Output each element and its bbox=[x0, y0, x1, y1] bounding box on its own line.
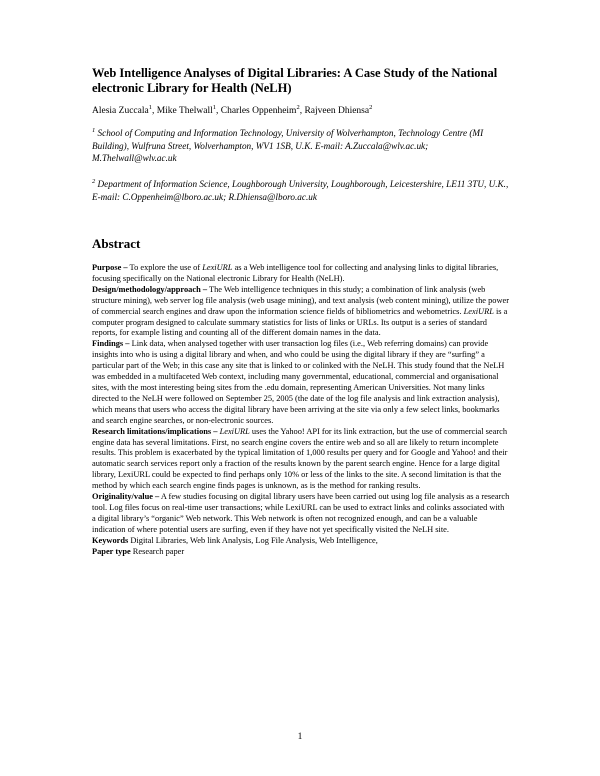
author-affiliation-marker: 2 bbox=[369, 103, 373, 111]
author-affiliation-marker: 1 bbox=[212, 103, 216, 111]
abstract-purpose bbox=[92, 263, 510, 285]
section-label: Originality/value – bbox=[92, 492, 160, 502]
section-label: Findings – bbox=[92, 339, 130, 349]
abstract-heading: Abstract bbox=[92, 236, 141, 251]
section-text: A few studies focusing on digital library users have been carried out using log file analysis as a research tool. Log files focus on real-time user transactions; while LexiURL can be used to extract links and colinks associated with a digital library’s “organic” Web network. This Web network is often not recognized enough, and can be a valuable indication of where potential users are surfing, even if they have not yet specifically visited the NeLH site. bbox=[92, 492, 510, 534]
abstract-keywords bbox=[92, 536, 510, 547]
affiliation-2 bbox=[92, 178, 512, 203]
section-text: Link data, when analysed together with user transaction log files (i.e., Web referring domains) can provide insights into who is using a digital library and when, and who could be using the digital library if they are “surfing” a particular part of the Web; in this case any site that is linked to or colinked with the NeLH. This study found that the NeLH was embedded in a multifaceted Web context, including many governmental, educational, commercial and organisational sites, with the most interesting being sites from the .edu domain, representing American Universities. Not many links directed to the NeLH were followed on September 25, 2005 (the date of the log file analysis and link extraction analysis), which means that users who access the digital library have been arriving at the site via only a few select links, bookmarks and search engine searches, or non-electronic sources. bbox=[92, 339, 505, 425]
section-text: To explore the use of bbox=[127, 263, 203, 272]
author-affiliation-marker: 1 bbox=[148, 103, 152, 111]
affiliation-marker: 1 bbox=[92, 126, 96, 134]
section-label: Research limitations/implications – bbox=[92, 426, 218, 436]
section-text: The Web intelligence techniques in this study; a combination of link analysis (web structure mining), web server log file analysis (web usage mining), and text analysis (web content mining), utilize the power of commercial search engines and draw upon the information science fields of bibliometrics and webometrics. bbox=[92, 284, 510, 316]
section-text-italic: LexiURL bbox=[219, 426, 250, 436]
author-list: Alesia Zuccala$^1$, Mike Thelwall$^1$, Charles Oppenheim$^2$, Rajveen Dhiensa$^2$ bbox=[92, 103, 373, 116]
abstract-body bbox=[92, 263, 510, 557]
section-label: Purpose – bbox=[92, 263, 128, 272]
author-affiliation-marker: 2 bbox=[296, 103, 300, 111]
author-name: Charles Oppenheim bbox=[220, 106, 297, 116]
abstract-findings bbox=[92, 339, 510, 426]
abstract-originality bbox=[92, 492, 510, 536]
section-text-italic: LexiURL bbox=[463, 306, 494, 316]
author-name: Mike Thelwall bbox=[156, 106, 213, 116]
affiliation-text: School of Computing and Information Technology, University of Wolverhampton, Technology Centre (MI Building), Wulfruna Street, Wolverhampton, WV1 1SB, U.K. E-mail: A.Zuccala@wlv.ac.uk; M.Thelwall@wlv.ac.uk bbox=[92, 128, 484, 163]
page-number: 1 bbox=[297, 732, 303, 742]
section-label: Keywords bbox=[92, 535, 129, 545]
section-label: Paper type bbox=[92, 546, 131, 556]
affiliation-1 bbox=[92, 127, 512, 165]
affiliation-text: Department of Information Science, Loughborough University, Loughborough, Leicestershire, LE11 3TU, U.K., E-mail: C.Oppenheim@lboro.ac.uk; R.Dhiensa@lboro.ac.uk bbox=[92, 179, 509, 202]
abstract-research-limitations bbox=[92, 427, 510, 492]
author-name: Rajveen Dhiensa bbox=[304, 106, 370, 116]
section-text-italic: LexiURL bbox=[202, 263, 233, 272]
affiliation-marker: 2 bbox=[92, 177, 96, 185]
abstract-design bbox=[92, 285, 510, 340]
section-text: uses the Yahoo! API for its link extraction, but the use of commercial search engine data has several limitations. First, no search engine covers the entire web and so all are likely to return incomplete results. This problem is exacerbated by the typical limitation of 1,000 results per query and for Google and Yahoo! and their automatic search services report only a fraction of the results known by the parent search engine. Hence for a large digital library, LexiURL could be expected to find perhaps only 10% or less of the links to the site. A second limitation is that the method by which each search engine finds pages is unknown, as is the method for ranking results. bbox=[92, 426, 508, 491]
section-text: is a computer program designed to calculate summary statistics for lists of links or URLs. Its output is a series of standard reports, for example listing and counting all of the different domain names in the data. bbox=[92, 306, 508, 338]
paper-title: Web Intelligence Analyses of Digital Libraries: A Case Study of the National electronic Library for Health (NeLH) bbox=[92, 66, 498, 95]
section-text: Digital Libraries, Web link Analysis, Log File Analysis, Web Intelligence, bbox=[128, 535, 378, 545]
author-name: Alesia Zuccala bbox=[92, 106, 149, 116]
section-text: Research paper bbox=[130, 546, 185, 556]
section-text: as a Web intelligence tool for collecting and analysing links to digital libraries, focusing specifically on the National electronic Library for Health (NeLH). bbox=[92, 263, 499, 283]
section-label: Design/methodology/approach – bbox=[92, 284, 208, 294]
abstract-paper-type bbox=[92, 547, 510, 558]
